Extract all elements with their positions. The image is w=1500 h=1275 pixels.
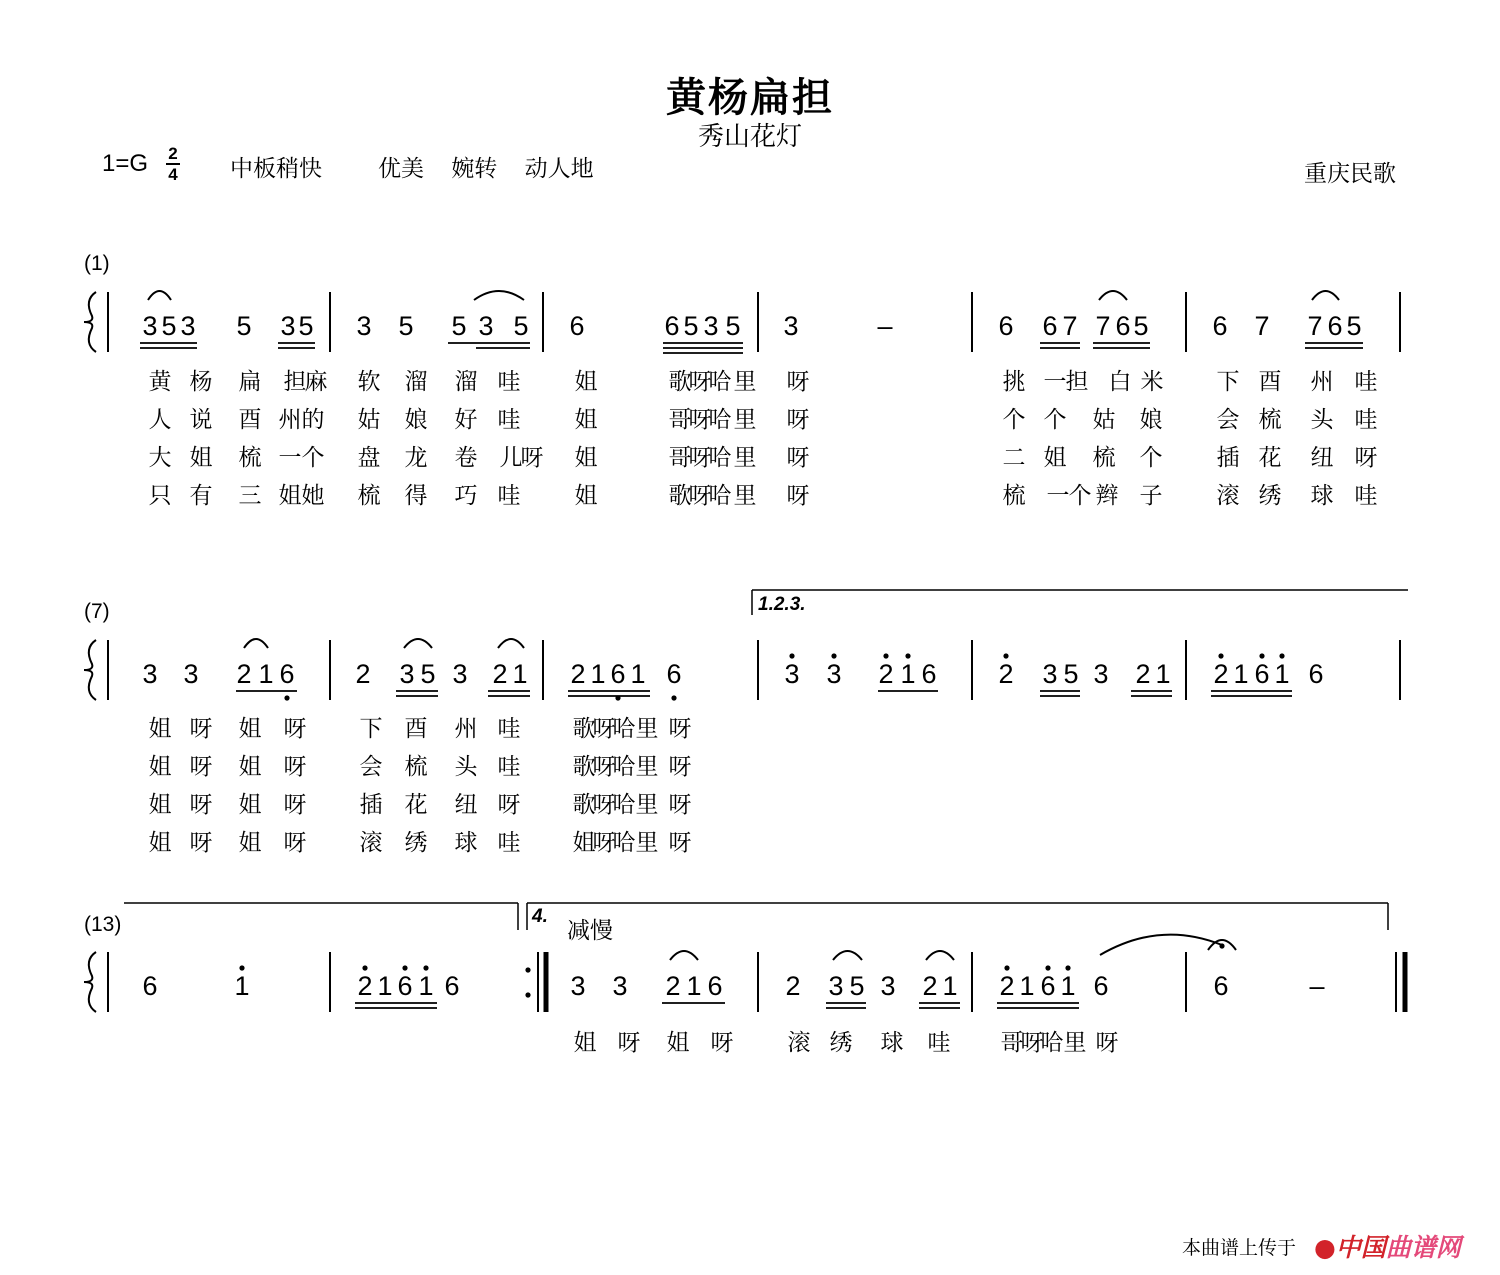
jianpu-note: 3 — [280, 311, 296, 341]
lyric-char: 绣 — [829, 1030, 853, 1056]
lyric-char: 梳 — [1258, 407, 1282, 433]
lyric-char: 里 — [733, 369, 757, 395]
octave-dot — [1218, 653, 1223, 658]
jianpu-note: 6 — [664, 311, 680, 341]
octave-dot — [1279, 653, 1284, 658]
lyric-char: 姐 — [148, 716, 172, 742]
jianpu-note: 1 — [418, 971, 434, 1001]
lyric-char: 说 — [189, 407, 213, 433]
system-brace — [84, 952, 96, 1012]
lyric-char: 姐 — [148, 830, 172, 856]
jianpu-note: 2 — [665, 971, 681, 1001]
lyric-char: 哈 — [612, 754, 636, 780]
lyric-char: 里 — [635, 830, 659, 856]
jianpu-note: 1 — [234, 971, 250, 1001]
tie-arc — [148, 291, 171, 300]
lyric-char: 姐 — [572, 830, 596, 856]
lyric-char: 滚 — [1216, 483, 1240, 509]
lyric-char: 哈 — [612, 792, 636, 818]
jianpu-note: 3 — [142, 659, 158, 689]
lyric-char: 酉 — [404, 716, 428, 742]
page-title: 黄杨扁担 — [666, 75, 834, 121]
jianpu-note: 6 — [1040, 971, 1056, 1001]
lyric-char: 娘 — [404, 407, 428, 433]
lyric-char: 只 — [148, 483, 172, 509]
lyric-char: 里 — [635, 792, 659, 818]
lyric-char: 滚 — [359, 830, 383, 856]
lyric-char: 子 — [1139, 483, 1163, 509]
jianpu-note: 6 — [707, 971, 723, 1001]
jianpu-note: 3 — [880, 971, 896, 1001]
lyric-char: 姐 — [278, 483, 302, 509]
volta-label: 4. — [532, 906, 548, 927]
jianpu-note: 2 — [785, 971, 801, 1001]
lyric-char: 姐 — [148, 792, 172, 818]
lyric-char: 杨 — [189, 369, 213, 395]
jianpu-note: 5 — [1133, 311, 1149, 341]
jianpu-note: 1 — [377, 971, 393, 1001]
lyric-char: 球 — [454, 830, 478, 856]
lyric-char: 呀 — [189, 716, 213, 742]
lyric-char: 姐 — [238, 830, 262, 856]
lyric-char: 呀 — [1095, 1030, 1119, 1056]
octave-dot — [883, 653, 888, 658]
lyric-char: 人 — [148, 407, 172, 433]
octave-dot — [284, 695, 289, 700]
lyric-char: 姐 — [148, 754, 172, 780]
lyric-char: 呀 — [688, 445, 712, 471]
jianpu-note: 1 — [686, 971, 702, 1001]
jianpu-note: 5 — [398, 311, 414, 341]
jianpu-note: 7 — [1254, 311, 1270, 341]
lyric-char: 哇 — [497, 369, 521, 395]
lyric-char: 下 — [359, 716, 383, 742]
subtitle: 秀山花灯 — [697, 122, 802, 152]
measure-number: (13) — [84, 913, 122, 936]
tie-arc — [1099, 291, 1127, 300]
octave-dot — [671, 695, 676, 700]
lyric-char: 她 — [301, 483, 325, 509]
lyric-char: 巧 — [454, 483, 478, 509]
lyric-char: 个 — [301, 445, 325, 471]
site-logo: ●中国曲谱网 — [1314, 1233, 1461, 1262]
lyric-char: 姐 — [666, 1030, 690, 1056]
lyric-char: 梳 — [1092, 445, 1116, 471]
lyric-char: 插 — [359, 792, 383, 818]
octave-dot — [905, 653, 910, 658]
lyric-char: 呀 — [497, 792, 521, 818]
jianpu-note: 6 — [142, 971, 158, 1001]
jianpu-note: 3 — [1093, 659, 1109, 689]
jianpu-note: 2 — [999, 971, 1015, 1001]
jianpu-note: 1 — [1274, 659, 1290, 689]
jianpu-note: 1 — [590, 659, 606, 689]
jianpu-note: 3 — [478, 311, 494, 341]
lyric-char: 大 — [148, 445, 172, 471]
lyric-char: 一 — [278, 445, 302, 471]
lyric-char: 龙 — [404, 445, 428, 471]
lyric-char: 哈 — [612, 716, 636, 742]
lyric-char: 黄 — [148, 369, 172, 395]
footer-upload-text: 本曲谱上传于 — [1182, 1237, 1297, 1259]
lyric-char: 梳 — [238, 445, 262, 471]
lyric-char: 儿 — [499, 445, 523, 471]
jianpu-note: 3 — [452, 659, 468, 689]
jianpu-note: 6 — [444, 971, 460, 1001]
jianpu-note: 6 — [1254, 659, 1270, 689]
lyric-char: 娘 — [1139, 407, 1163, 433]
repeat-dot — [525, 967, 530, 972]
expression-marking: 优美 婉转 动人地 — [378, 156, 594, 182]
lyric-char: 绣 — [1258, 483, 1282, 509]
lyric-char: 哈 — [708, 445, 732, 471]
lyric-char: 呀 — [1020, 1030, 1044, 1056]
lyric-char: 白 — [1108, 369, 1132, 395]
jianpu-note: 5 — [236, 311, 252, 341]
lyric-char: 球 — [880, 1030, 904, 1056]
jianpu-note: 5 — [298, 311, 314, 341]
jianpu-note: 6 — [569, 311, 585, 341]
lyric-char: 姑 — [1092, 407, 1116, 433]
jianpu-note: 1 — [1019, 971, 1035, 1001]
jianpu-note: 1 — [512, 659, 528, 689]
repeat-dot — [525, 992, 530, 997]
jianpu-note: 6 — [279, 659, 295, 689]
jianpu-note: 2 — [878, 659, 894, 689]
octave-dot — [831, 653, 836, 658]
tie-arc — [244, 639, 268, 648]
lyric-char: 姐 — [238, 792, 262, 818]
tempo-change: 减慢 — [567, 918, 613, 944]
octave-dot — [789, 653, 794, 658]
lyric-char: 盘 — [357, 445, 381, 471]
tie-arc — [474, 291, 524, 300]
lyric-char: 梳 — [1002, 483, 1026, 509]
jianpu-note: 3 — [183, 659, 199, 689]
jianpu-note: 3 — [828, 971, 844, 1001]
system-brace — [84, 640, 96, 700]
jianpu-note: 2 — [922, 971, 938, 1001]
lyric-char: 歌 — [572, 754, 596, 780]
lyric-char: 球 — [1310, 483, 1334, 509]
octave-dot — [1259, 653, 1264, 658]
jianpu-note: 5 — [849, 971, 865, 1001]
lyric-char: 有 — [189, 483, 213, 509]
jianpu-note: 3 — [180, 311, 196, 341]
lyric-char: 州 — [1310, 369, 1334, 395]
lyric-char: 得 — [404, 483, 428, 509]
lyric-char: 哈 — [1040, 1030, 1064, 1056]
lyric-char: 会 — [1216, 407, 1240, 433]
lyric-char: 头 — [1310, 407, 1334, 433]
jianpu-note: 3 — [703, 311, 719, 341]
lyric-char: 三 — [238, 483, 262, 509]
jianpu-note: 1 — [630, 659, 646, 689]
lyric-char: 哥 — [668, 407, 692, 433]
jianpu-note: 2 — [355, 659, 371, 689]
lyric-char: 哈 — [708, 483, 732, 509]
lyric-char: 里 — [733, 483, 757, 509]
jianpu-note: 3 — [356, 311, 372, 341]
jianpu-note: 5 — [513, 311, 529, 341]
lyric-char: 呀 — [592, 754, 616, 780]
octave-dot — [1004, 965, 1009, 970]
lyric-char: 呀 — [710, 1030, 734, 1056]
lyric-char: 会 — [359, 754, 383, 780]
lyric-char: 酉 — [238, 407, 262, 433]
lyric-char: 姐 — [574, 483, 598, 509]
lyric-char: 呀 — [668, 830, 692, 856]
lyric-char: 滚 — [787, 1030, 811, 1056]
time-signature-top: 2 — [168, 144, 178, 163]
jianpu-note: 2 — [1135, 659, 1151, 689]
jianpu-note: 5 — [725, 311, 741, 341]
octave-dot — [362, 965, 367, 970]
jianpu-note: 6 — [998, 311, 1014, 341]
octave-dot — [1065, 965, 1070, 970]
lyric-char: 插 — [1216, 445, 1240, 471]
jianpu-note: 3 — [826, 659, 842, 689]
jianpu-note: 7 — [1307, 311, 1323, 341]
lyric-char: 呀 — [688, 369, 712, 395]
jianpu-note: 5 — [161, 311, 177, 341]
jianpu-note: 3 — [783, 311, 799, 341]
lyric-char: 哇 — [497, 407, 521, 433]
lyric-char: 呀 — [668, 754, 692, 780]
jianpu-note: 3 — [142, 311, 158, 341]
lyric-char: 哇 — [497, 754, 521, 780]
lyric-char: 卷 — [454, 445, 478, 471]
lyric-char: 溜 — [454, 369, 478, 395]
lyric-char: 呀 — [592, 716, 616, 742]
jianpu-note: 6 — [1212, 311, 1228, 341]
lyric-char: 担 — [283, 369, 307, 395]
lyric-char: 歌 — [572, 792, 596, 818]
tie-arc — [404, 639, 432, 648]
phrase-slur — [1100, 935, 1222, 955]
lyric-char: 下 — [1216, 369, 1240, 395]
jianpu-note: 5 — [420, 659, 436, 689]
lyric-char: 哇 — [497, 483, 521, 509]
octave-dot — [239, 965, 244, 970]
lyric-char: 的 — [301, 407, 325, 433]
lyric-char: 梳 — [357, 483, 381, 509]
lyric-char: 头 — [454, 754, 478, 780]
measure-number: (7) — [84, 600, 110, 623]
lyric-char: 呀 — [520, 445, 544, 471]
lyric-char: 歌 — [668, 369, 692, 395]
jianpu-note: 3 — [399, 659, 415, 689]
lyric-char: 哇 — [1354, 369, 1378, 395]
lyric-char: 二 — [1002, 445, 1026, 471]
jianpu-note: 1 — [942, 971, 958, 1001]
key-signature: 1=G — [102, 150, 149, 177]
lyric-char: 个 — [1002, 407, 1026, 433]
lyric-char: 个 — [1139, 445, 1163, 471]
lyric-char: 呀 — [668, 792, 692, 818]
lyric-char: 软 — [357, 369, 381, 395]
lyric-char: 姐 — [574, 369, 598, 395]
jianpu-note: 6 — [1042, 311, 1058, 341]
lyric-char: 辫 — [1095, 483, 1119, 509]
lyric-char: 呀 — [688, 407, 712, 433]
lyric-char: 呀 — [283, 754, 307, 780]
jianpu-note: 5 — [451, 311, 467, 341]
tie-arc — [1312, 291, 1339, 300]
jianpu-note: 5 — [1063, 659, 1079, 689]
lyric-char: 州 — [454, 716, 478, 742]
jianpu-note: – — [1309, 971, 1325, 1001]
octave-dot — [423, 965, 428, 970]
lyric-char: 酉 — [1258, 369, 1282, 395]
lyric-char: 扁 — [238, 369, 262, 395]
volta-label: 1.2.3. — [758, 594, 806, 615]
measure-number: (1) — [84, 252, 110, 275]
lyric-char: 哥 — [1000, 1030, 1024, 1056]
lyric-char: 一 — [1043, 369, 1067, 395]
lyric-char: 一 — [1046, 483, 1070, 509]
jianpu-note: 7 — [1095, 311, 1111, 341]
lyric-char: 姐 — [1043, 445, 1067, 471]
lyric-char: 哇 — [1354, 483, 1378, 509]
jianpu-note: 1 — [1060, 971, 1076, 1001]
jianpu-note: 6 — [1093, 971, 1109, 1001]
composer: 重庆民歌 — [1304, 161, 1396, 187]
lyric-char: 姐 — [189, 445, 213, 471]
jianpu-note: 3 — [784, 659, 800, 689]
lyric-char: 姑 — [357, 407, 381, 433]
lyric-char: 呀 — [786, 369, 810, 395]
lyric-char: 哇 — [927, 1030, 951, 1056]
lyric-char: 呀 — [283, 830, 307, 856]
tie-arc — [926, 951, 954, 960]
lyric-char: 州 — [278, 407, 302, 433]
lyric-char: 呀 — [189, 754, 213, 780]
lyric-char: 呀 — [786, 407, 810, 433]
lyric-char: 呀 — [592, 830, 616, 856]
jianpu-note: 6 — [1308, 659, 1324, 689]
jianpu-note: 1 — [1155, 659, 1171, 689]
lyric-char: 溜 — [404, 369, 428, 395]
lyric-char: 歌 — [572, 716, 596, 742]
jianpu-note: 6 — [921, 659, 937, 689]
jianpu-note: 3 — [570, 971, 586, 1001]
lyric-char: 纽 — [454, 792, 478, 818]
octave-dot — [1045, 965, 1050, 970]
lyric-char: 哈 — [612, 830, 636, 856]
jianpu-note: 6 — [1327, 311, 1343, 341]
jianpu-note: 1 — [900, 659, 916, 689]
tie-arc — [833, 951, 862, 960]
lyric-char: 挑 — [1002, 369, 1026, 395]
lyric-char: 个 — [1068, 483, 1092, 509]
octave-dot — [615, 695, 620, 700]
octave-dot — [402, 965, 407, 970]
lyric-char: 哥 — [668, 445, 692, 471]
lyric-char: 呀 — [189, 830, 213, 856]
lyric-char: 姐 — [574, 407, 598, 433]
jianpu-note: 7 — [1062, 311, 1078, 341]
lyric-char: 呀 — [617, 1030, 641, 1056]
tie-arc — [498, 639, 524, 648]
lyric-char: 呀 — [283, 716, 307, 742]
jianpu-note: 3 — [1042, 659, 1058, 689]
tie-arc — [670, 951, 698, 960]
lyric-char: 歌 — [668, 483, 692, 509]
jianpu-note: 6 — [397, 971, 413, 1001]
jianpu-note: 6 — [666, 659, 682, 689]
lyric-char: 里 — [1063, 1030, 1087, 1056]
lyric-char: 呀 — [688, 483, 712, 509]
octave-dot — [1003, 653, 1008, 658]
jianpu-note: 5 — [1346, 311, 1362, 341]
jianpu-note: 2 — [1213, 659, 1229, 689]
lyric-char: 呀 — [786, 445, 810, 471]
lyric-char: 担 — [1065, 369, 1089, 395]
tempo-marking: 中板稍快 — [230, 156, 322, 182]
jianpu-note: – — [877, 311, 893, 341]
lyric-char: 呀 — [668, 716, 692, 742]
lyric-char: 纽 — [1310, 445, 1334, 471]
lyric-char: 哈 — [708, 407, 732, 433]
lyric-char: 呀 — [1354, 445, 1378, 471]
jianpu-note: 2 — [357, 971, 373, 1001]
lyric-char: 呀 — [592, 792, 616, 818]
jianpu-note: 6 — [610, 659, 626, 689]
lyric-char: 里 — [635, 716, 659, 742]
lyric-char: 好 — [454, 407, 478, 433]
jianpu-note: 1 — [1233, 659, 1249, 689]
system-brace — [84, 292, 96, 352]
lyric-char: 里 — [733, 407, 757, 433]
jianpu-note: 6 — [1213, 971, 1229, 1001]
lyric-char: 呀 — [283, 792, 307, 818]
lyric-char: 哇 — [1354, 407, 1378, 433]
lyric-char: 麻 — [304, 369, 328, 395]
jianpu-note: 2 — [236, 659, 252, 689]
lyric-char: 里 — [635, 754, 659, 780]
lyric-char: 哇 — [497, 830, 521, 856]
jianpu-note: 5 — [683, 311, 699, 341]
jianpu-note: 1 — [258, 659, 274, 689]
jianpu-note: 2 — [492, 659, 508, 689]
lyric-char: 呀 — [189, 792, 213, 818]
lyric-char: 米 — [1140, 369, 1164, 395]
lyric-char: 姐 — [238, 716, 262, 742]
lyric-char: 呀 — [786, 483, 810, 509]
lyric-char: 哇 — [497, 716, 521, 742]
lyric-char: 姐 — [573, 1030, 597, 1056]
lyric-char: 里 — [733, 445, 757, 471]
time-signature-bottom: 4 — [168, 165, 178, 184]
lyric-char: 姐 — [238, 754, 262, 780]
fermata-dot — [1219, 943, 1224, 948]
lyric-char: 花 — [404, 792, 428, 818]
jianpu-note: 6 — [1115, 311, 1131, 341]
jianpu-note: 3 — [612, 971, 628, 1001]
lyric-char: 姐 — [574, 445, 598, 471]
lyric-char: 绣 — [404, 830, 428, 856]
jianpu-note: 2 — [998, 659, 1014, 689]
lyric-char: 花 — [1258, 445, 1282, 471]
lyric-char: 梳 — [404, 754, 428, 780]
lyric-char: 哈 — [708, 369, 732, 395]
lyric-char: 个 — [1043, 407, 1067, 433]
jianpu-note: 2 — [570, 659, 586, 689]
